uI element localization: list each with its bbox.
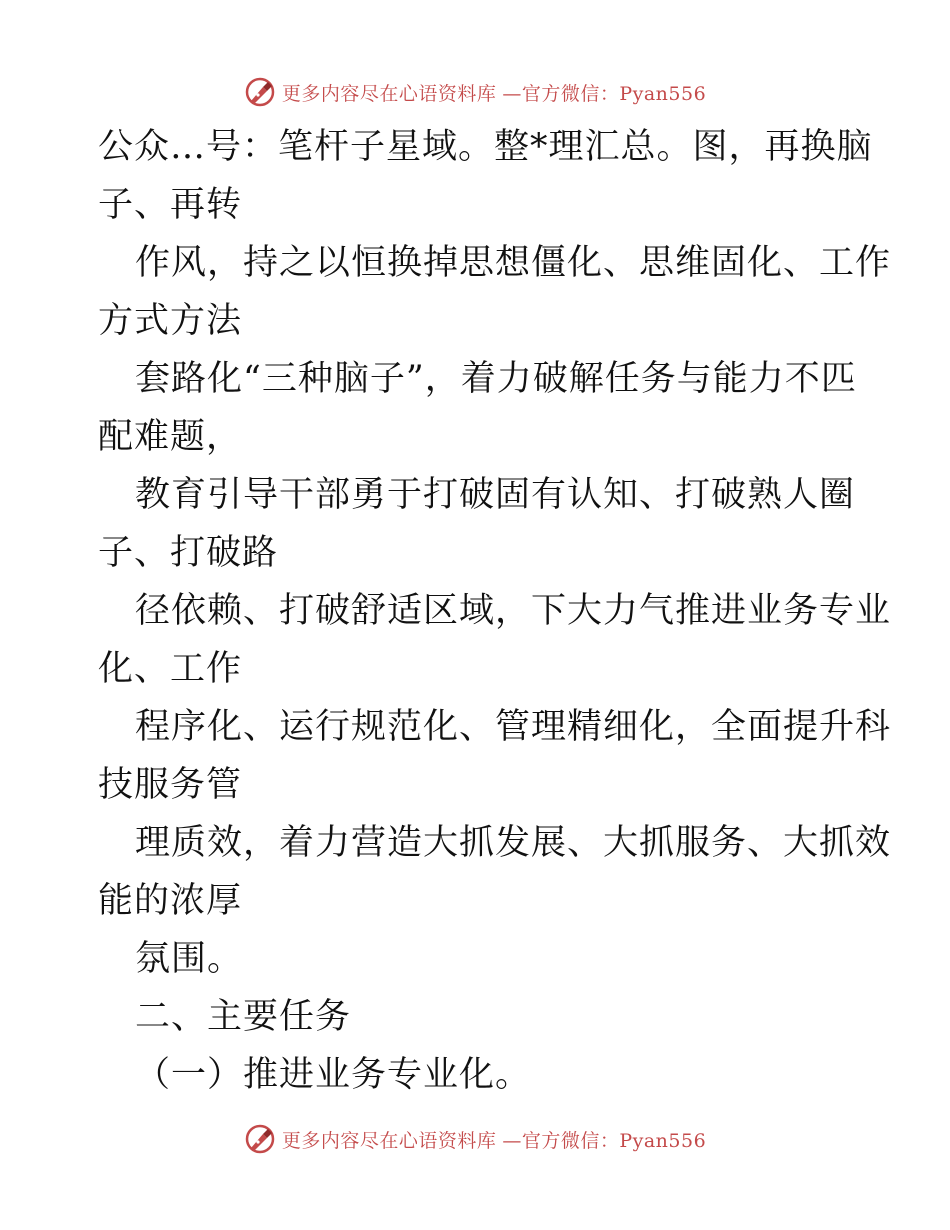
header-banner xyxy=(0,70,950,114)
paragraph-line: 能的浓厚 xyxy=(98,881,243,921)
paragraph-line: 教育引导干部勇于打破固有认知、打破熟人圈 xyxy=(135,475,856,515)
paragraph-line: 化、工作 xyxy=(98,649,243,689)
paragraph-line: 径依赖、打破舒适区域，下大力气推进业务专业 xyxy=(135,591,892,631)
banner-brand-text: 更多内容尽在心语资料库 xyxy=(281,1129,497,1152)
paragraph-line: （一）推进业务专业化。 xyxy=(135,1055,532,1095)
paragraph-line: 理质效，着力营造大抓发展、大抓服务、大抓效 xyxy=(135,823,892,863)
paragraph-line: 配难题， xyxy=(98,417,243,457)
banner-official-account: —官方微信：Pyan556 xyxy=(502,82,707,105)
footer-banner xyxy=(0,1117,950,1161)
document-body xyxy=(98,118,892,1104)
paragraph-line: 子、打破路 xyxy=(98,533,279,573)
paragraph-line: 二、主要任务 xyxy=(135,997,352,1037)
paragraph-line: 氛围。 xyxy=(135,939,244,979)
paragraph-line: 子、再转 xyxy=(98,185,243,225)
banner-brand-text: 更多内容尽在心语资料库 xyxy=(281,82,497,105)
paragraph-line: 公众…号：笔杆子星域。整*理汇总。图，再换脑 xyxy=(98,127,873,167)
paragraph-line: 程序化、运行规范化、管理精细化，全面提升科 xyxy=(135,707,892,747)
pen-nib-logo-icon xyxy=(244,1123,276,1155)
pen-nib-logo-icon xyxy=(244,76,276,108)
paragraph-line: 套路化“三种脑子”，着力破解任务与能力不匹 xyxy=(135,359,857,399)
banner-official-account: —官方微信：Pyan556 xyxy=(502,1129,707,1152)
paragraph-line: 作风，持之以恒换掉思想僵化、思维固化、工作 xyxy=(135,243,892,283)
paragraph-line: 技服务管 xyxy=(98,765,243,805)
paragraph-line: 方式方法 xyxy=(98,301,243,341)
